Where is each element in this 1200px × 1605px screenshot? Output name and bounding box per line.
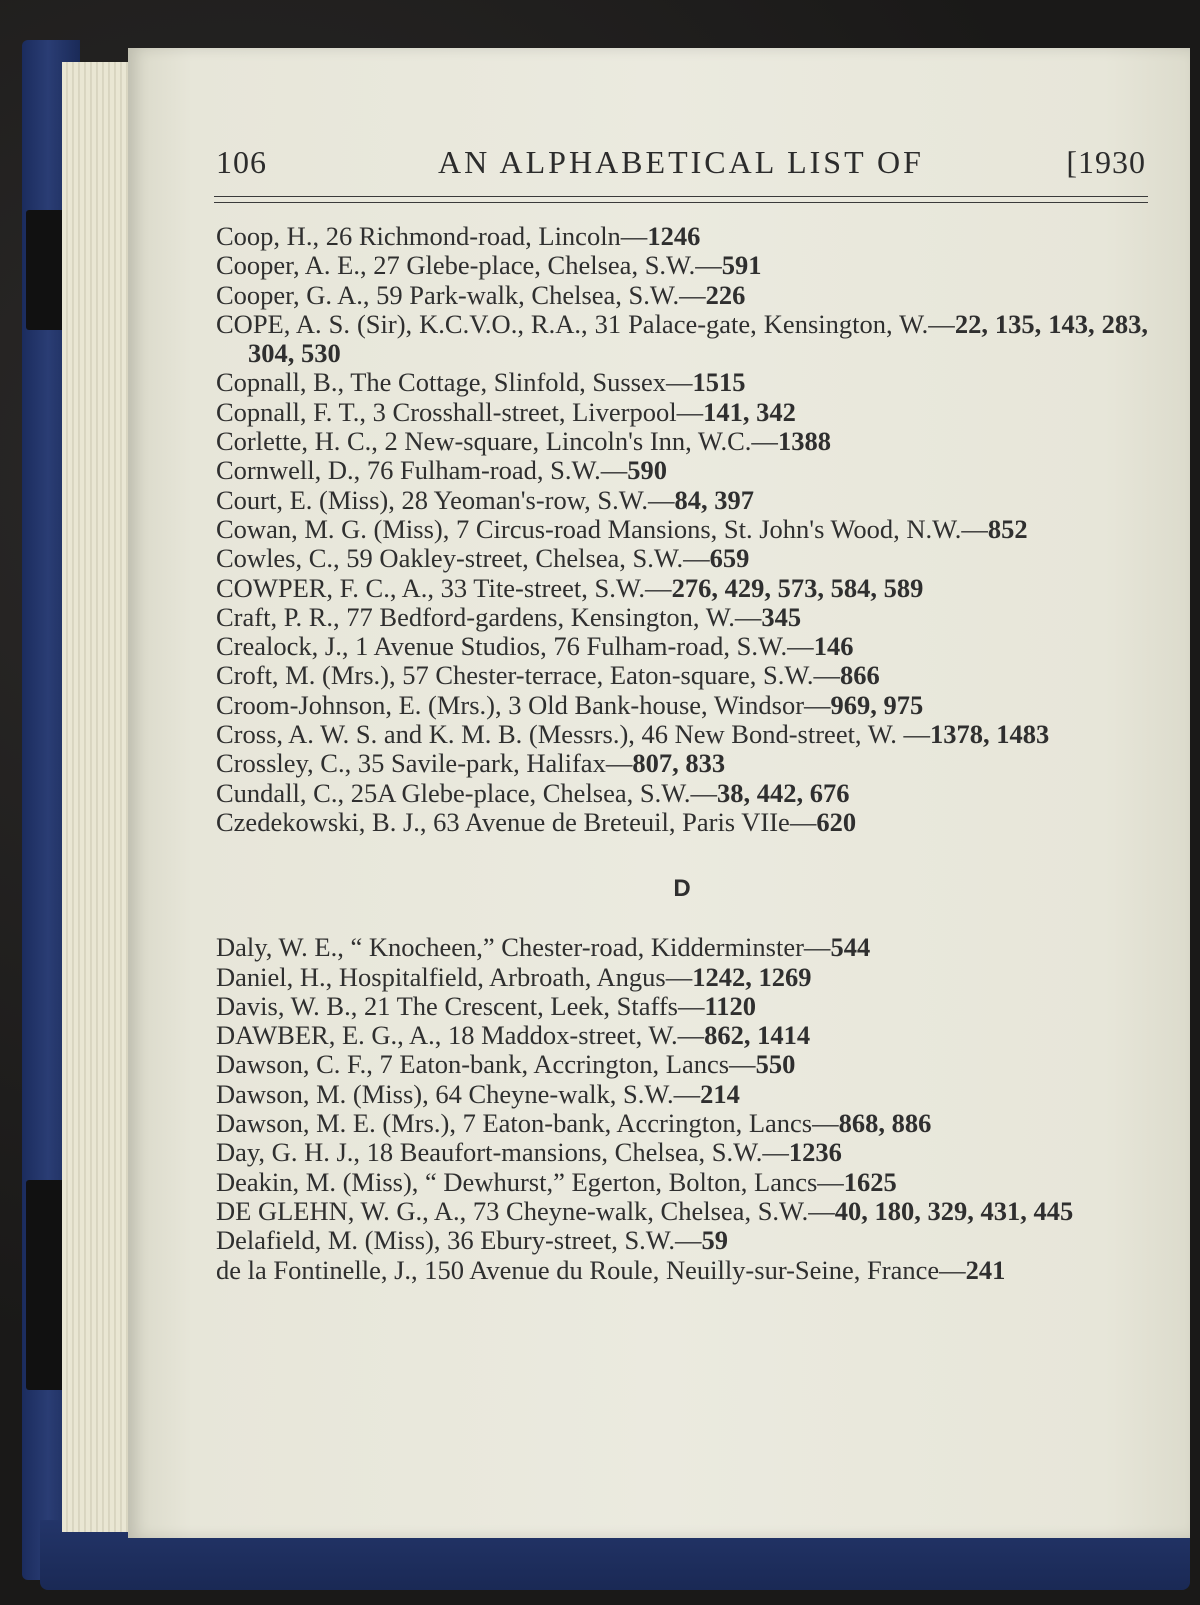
entry-refs: 1625 bbox=[843, 1166, 897, 1197]
entry-text: Copnall, F. T., 3 Crosshall-street, Liverpool— bbox=[216, 396, 704, 427]
entry-text: Crealock, J., 1 Avenue Studios, 76 Fulham-road, S.W.— bbox=[216, 631, 814, 662]
entry-text: Dawson, M. (Miss), 64 Cheyne-walk, S.W.— bbox=[216, 1078, 701, 1109]
entry-text: Copnall, B., The Cottage, Slinfold, Sussex— bbox=[216, 367, 693, 398]
entry-refs: 38, 442, 676 bbox=[716, 777, 850, 808]
entry-text: Court, E. (Miss), 28 Yeoman's-row, S.W.— bbox=[216, 484, 675, 515]
list-entry bbox=[216, 1021, 1148, 1050]
entry-refs: 1236 bbox=[788, 1137, 842, 1168]
entry-text: Croom-Johnson, E. (Mrs.), 3 Old Bank-house, Windsor— bbox=[216, 689, 831, 720]
entry-text: Cooper, A. E., 27 Glebe-place, Chelsea, S.W.— bbox=[216, 250, 722, 281]
entry-text: Cornwell, D., 76 Fulham-road, S.W.— bbox=[216, 455, 628, 486]
entry-refs: 659 bbox=[709, 543, 750, 574]
entry-refs: 345 bbox=[761, 601, 802, 632]
list-entry bbox=[216, 720, 1148, 749]
entry-refs: 1242, 1269 bbox=[692, 961, 812, 992]
list-entry bbox=[216, 779, 1148, 808]
entry-text: Czedekowski, B. J., 63 Avenue de Breteuil, Paris VIIe— bbox=[216, 806, 817, 837]
entry-text: Daly, W. E., “ Knocheen,” Chester-road, Kidderminster— bbox=[216, 932, 831, 963]
entry-text: Cowan, M. G. (Miss), 7 Circus-road Mansions, St. John's Wood, N.W.— bbox=[216, 513, 988, 544]
entry-text: Davis, W. B., 21 The Crescent, Leek, Staffs— bbox=[216, 990, 705, 1021]
list-entry bbox=[216, 808, 1148, 837]
entry-text: Daniel, H., Hospitalfield, Arbroath, Angus— bbox=[216, 961, 693, 992]
entry-refs: 59 bbox=[701, 1225, 729, 1256]
book-page bbox=[128, 48, 1190, 1538]
list-entry bbox=[216, 427, 1148, 456]
entry-refs: 1378, 1483 bbox=[930, 719, 1050, 750]
list-entry bbox=[216, 1256, 1148, 1285]
entry-text: COWPER, F. C., A., 33 Tite-street, S.W.— bbox=[216, 572, 672, 603]
list-entry bbox=[216, 368, 1148, 397]
entry-refs: 866 bbox=[840, 660, 880, 691]
entry-text: Crossley, C., 35 Savile-park, Halifax— bbox=[216, 748, 633, 779]
list-entry bbox=[216, 1050, 1148, 1079]
entry-refs: 590 bbox=[627, 455, 667, 486]
list-entry bbox=[216, 486, 1148, 515]
header-rule bbox=[214, 196, 1148, 203]
list-entry bbox=[216, 992, 1148, 1021]
entry-text: Croft, M. (Mrs.), 57 Chester-terrace, Eaton-square, S.W.— bbox=[216, 660, 841, 691]
entry-refs: 1120 bbox=[704, 990, 757, 1021]
entry-text: Cowles, C., 59 Oakley-street, Chelsea, S.W.— bbox=[216, 543, 710, 574]
entry-text: Day, G. H. J., 18 Beaufort-mansions, Chelsea, S.W.— bbox=[216, 1137, 789, 1168]
entry-refs: 1515 bbox=[692, 367, 746, 398]
list-entry bbox=[216, 1080, 1148, 1109]
entry-refs: 862, 1414 bbox=[704, 1020, 811, 1051]
list-entry bbox=[216, 1197, 1148, 1226]
list-entry bbox=[216, 398, 1148, 427]
section-c bbox=[216, 222, 1148, 837]
entry-text: Cundall, C., 25A Glebe-place, Chelsea, S.W.— bbox=[216, 777, 717, 808]
list-entry bbox=[216, 222, 1148, 251]
section-heading: D bbox=[673, 875, 691, 903]
entry-refs: 591 bbox=[721, 250, 762, 281]
entry-text: Dawson, M. E. (Mrs.), 7 Eaton-bank, Accrington, Lancs— bbox=[216, 1108, 839, 1139]
entry-text: Dawson, C. F., 7 Eaton-bank, Accrington, Lancs— bbox=[216, 1049, 756, 1080]
entry-refs: 620 bbox=[816, 806, 857, 837]
entry-text: Craft, P. R., 77 Bedford-gardens, Kensington, W.— bbox=[216, 601, 762, 632]
list-entry bbox=[216, 456, 1148, 485]
entry-text: DAWBER, E. G., A., 18 Maddox-street, W.— bbox=[216, 1020, 705, 1051]
running-header bbox=[216, 144, 1146, 194]
entry-refs: 868, 886 bbox=[838, 1108, 932, 1139]
list-entry bbox=[216, 691, 1148, 720]
list-entry bbox=[216, 310, 1148, 369]
list-entry bbox=[216, 251, 1148, 280]
entry-refs: 84, 397 bbox=[674, 484, 754, 515]
entry-text: Cross, A. W. S. and K. M. B. (Messrs.), 46 New Bond-street, W. — bbox=[216, 719, 931, 750]
entry-refs: 214 bbox=[700, 1078, 740, 1109]
list-entry bbox=[216, 933, 1148, 962]
entry-text: de la Fontinelle, J., 150 Avenue du Roule, Neuilly-sur-Seine, France— bbox=[216, 1254, 966, 1285]
list-entry bbox=[216, 574, 1148, 603]
entry-text: Deakin, M. (Miss), “ Dewhurst,” Egerton, Bolton, Lancs— bbox=[216, 1166, 844, 1197]
entry-refs: 550 bbox=[755, 1049, 796, 1080]
entry-list bbox=[216, 222, 1148, 1285]
page-number: 106 bbox=[216, 144, 267, 180]
entry-refs: 852 bbox=[987, 513, 1028, 544]
list-entry bbox=[216, 1168, 1148, 1197]
entry-refs: 807, 833 bbox=[632, 748, 726, 779]
entry-text: COPE, A. S. (Sir), K.C.V.O., R.A., 31 Palace-gate, Kensington, W.— bbox=[216, 308, 955, 339]
list-entry bbox=[216, 544, 1148, 573]
entry-text: Coop, H., 26 Richmond-road, Lincoln— bbox=[216, 221, 648, 251]
entry-refs: 146 bbox=[813, 631, 854, 662]
entry-text: Corlette, H. C., 2 New-square, Lincoln's Inn, W.C.— bbox=[216, 426, 778, 457]
entry-refs: 40, 180, 329, 431, 445 bbox=[834, 1195, 1074, 1226]
page-title: AN ALPHABETICAL LIST OF bbox=[438, 144, 924, 180]
header-year: [1930 bbox=[1066, 144, 1146, 180]
list-entry bbox=[216, 632, 1148, 661]
list-entry bbox=[216, 1226, 1148, 1255]
section-d bbox=[216, 933, 1148, 1285]
entry-refs: 1388 bbox=[777, 426, 831, 457]
entry-refs: 241 bbox=[965, 1254, 1006, 1285]
entry-refs: 969, 975 bbox=[830, 689, 924, 720]
entry-refs: 1246 bbox=[647, 221, 701, 251]
entry-refs: 22, 135, 143, 283, 304, 530 bbox=[248, 308, 1149, 369]
entry-text: Cooper, G. A., 59 Park-walk, Chelsea, S.W.— bbox=[216, 279, 706, 310]
list-entry bbox=[216, 661, 1148, 690]
entry-refs: 141, 342 bbox=[703, 396, 796, 427]
entry-text: Delafield, M. (Miss), 36 Ebury-street, S.W.— bbox=[216, 1225, 702, 1256]
entry-refs: 544 bbox=[830, 932, 871, 963]
list-entry bbox=[216, 1138, 1148, 1167]
list-entry bbox=[216, 1109, 1148, 1138]
list-entry bbox=[216, 963, 1148, 992]
list-entry bbox=[216, 281, 1148, 310]
list-entry bbox=[216, 603, 1148, 632]
entry-refs: 226 bbox=[705, 279, 746, 310]
entry-text: DE GLEHN, W. G., A., 73 Cheyne-walk, Chelsea, S.W.— bbox=[216, 1195, 835, 1226]
entry-refs: 276, 429, 573, 584, 589 bbox=[671, 572, 924, 603]
list-entry bbox=[216, 515, 1148, 544]
list-entry bbox=[216, 749, 1148, 778]
